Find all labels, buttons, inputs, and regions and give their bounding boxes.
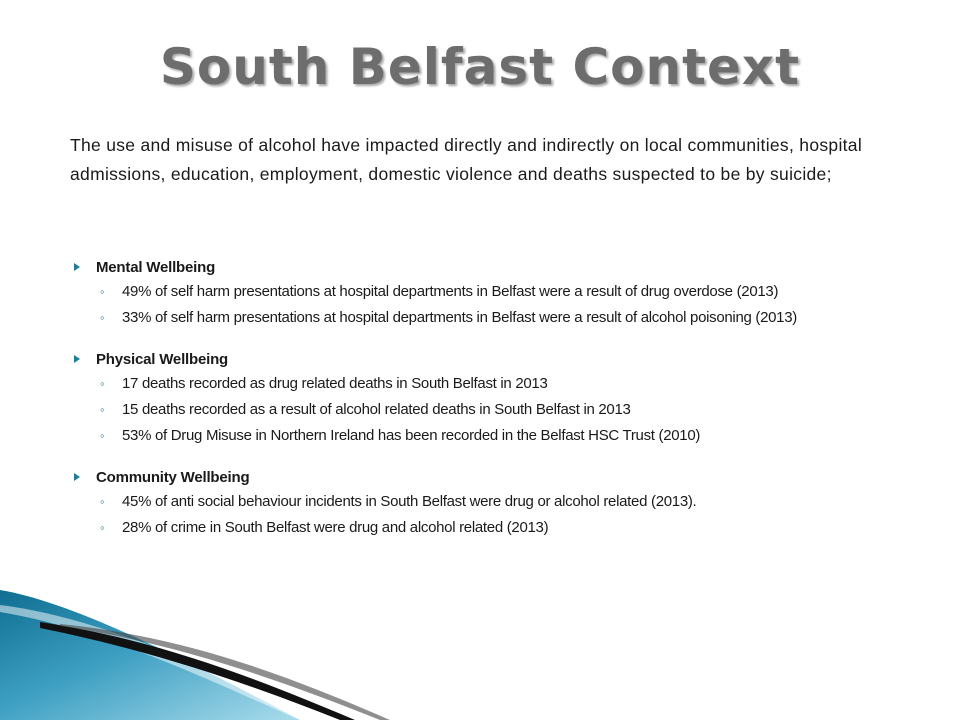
- slide-title: South Belfast Context: [159, 38, 801, 96]
- section-header: [74, 348, 934, 370]
- circle-bullet-icon: ◦: [100, 428, 105, 443]
- list-item-text: 49% of self harm presentations at hospital departments in Belfast were a result of drug overdose (2013): [122, 283, 779, 300]
- section-heading: Physical Wellbeing: [96, 350, 229, 368]
- circle-bullet-icon: ◦: [100, 494, 105, 509]
- section-community-wellbeing: [74, 466, 934, 538]
- section-heading: Community Wellbeing: [96, 468, 250, 486]
- circle-bullet-icon: ◦: [100, 376, 105, 391]
- list-item: [74, 426, 934, 446]
- list-item: [74, 308, 934, 328]
- section-header: [74, 466, 934, 488]
- arrow-bullet-icon: [74, 473, 80, 481]
- circle-bullet-icon: ◦: [100, 284, 105, 299]
- circle-bullet-icon: ◦: [100, 310, 105, 325]
- section-mental-wellbeing: [74, 256, 934, 328]
- circle-bullet-icon: ◦: [100, 402, 105, 417]
- list-item: [74, 400, 934, 420]
- list-item-text: 33% of self harm presentations at hospital departments in Belfast were a result of alcohol poisoning (2013): [122, 309, 797, 326]
- bullet-sections: [74, 256, 934, 558]
- list-item: [74, 492, 934, 512]
- circle-bullet-icon: ◦: [100, 520, 105, 535]
- list-item: [74, 374, 934, 394]
- list-item-text: 45% of anti social behaviour incidents in South Belfast were drug or alcohol related (2013).: [122, 493, 697, 510]
- section-physical-wellbeing: [74, 348, 934, 446]
- section-heading: Mental Wellbeing: [96, 258, 216, 276]
- list-item: [74, 518, 934, 538]
- list-item-text: 15 deaths recorded as a result of alcohol related deaths in South Belfast in 2013: [122, 401, 631, 418]
- arrow-bullet-icon: [74, 355, 80, 363]
- intro-paragraph: The use and misuse of alcohol have impacted directly and indirectly on local communities, hospital admissions, education, employment, domestic violence and deaths suspected to be by suicide;: [70, 135, 863, 184]
- list-item-text: 53% of Drug Misuse in Northern Ireland has been recorded in the Belfast HSC Trust (2010): [122, 427, 701, 444]
- arrow-bullet-icon: [74, 263, 80, 271]
- list-item-text: 17 deaths recorded as drug related deaths in South Belfast in 2013: [122, 375, 548, 392]
- list-item-text: 28% of crime in South Belfast were drug and alcohol related (2013): [122, 519, 549, 536]
- section-header: [74, 256, 934, 278]
- list-item: [74, 282, 934, 302]
